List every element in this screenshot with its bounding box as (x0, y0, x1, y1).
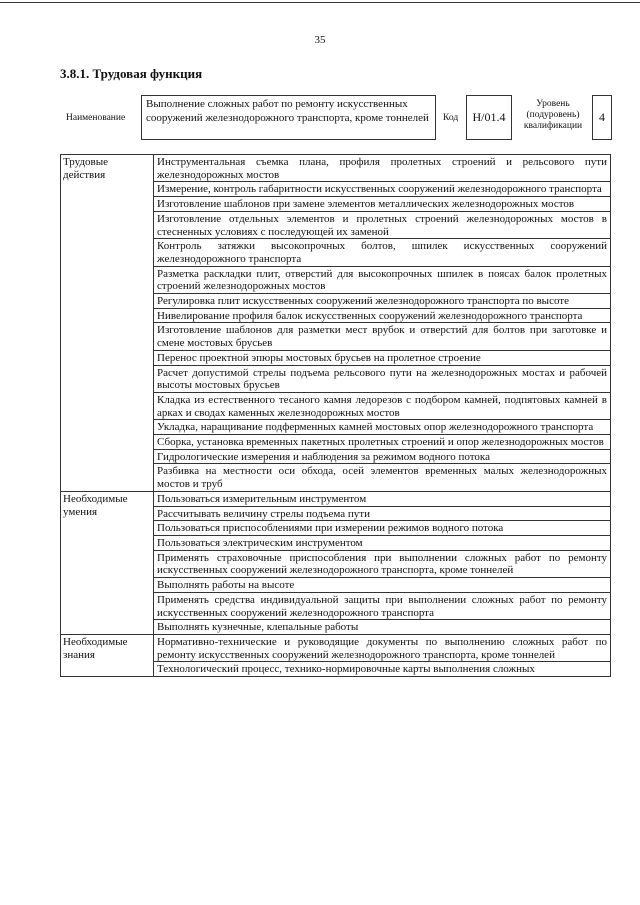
labor-actions-item: Контроль затяжки высокопрочных болтов, шпилек искусственных сооружений железнодорожного транспорта (154, 239, 611, 266)
required-skills-item: Выполнять кузнечные, клепальные работы (154, 620, 611, 635)
labor-actions-item: Нивелирование профиля балок искусственных сооружений железнодорожного транспорта (154, 308, 611, 323)
section-title: 3.8.1. Трудовая функция (60, 66, 203, 81)
required-skills-item: Применять страховочные приспособления при выполнении сложных работ по ремонту искусственных сооружений железнодорожного транспорта, кроме тоннелей (154, 550, 611, 577)
section-label-labor-actions: Трудовые действия (61, 155, 154, 492)
required-skills-item: Рассчитывать величину стрелы подъема пути (154, 506, 611, 521)
table-row (61, 491, 611, 506)
labor-actions-item: Гидрологические измерения и наблюдения за режимом водного потока (154, 449, 611, 464)
labor-actions-item: Перенос проектной эпюры мостовых брусьев на пролетное строение (154, 350, 611, 365)
required-knowledge-item: Технологический процесс, технико-нормировочные карты выполнения сложных (154, 662, 611, 677)
code-label: Код (443, 113, 459, 123)
labor-actions-item: Разметка раскладки плит, отверстий для высокопрочных шпилек в поясах балок пролетных строений железнодорожных мостов (154, 266, 611, 293)
required-skills-item: Выполнять работы на высоте (154, 578, 611, 593)
required-skills-item: Пользоваться электрическим инструментом (154, 535, 611, 550)
labor-actions-item: Изготовление шаблонов при замене элементов металлических железнодорожных мостов (154, 197, 611, 212)
table-row (61, 155, 611, 182)
required-skills-item: Применять средства индивидуальной защиты при выполнении сложных работ по ремонту искусственных сооружений железнодорожного транспорта (154, 592, 611, 619)
labor-actions-item: Расчет допустимой стрелы подъема рельсового пути на железнодорожных мостах и рабочей высоты мостовых брусьев (154, 365, 611, 392)
labor-actions-item: Изготовление отдельных элементов и пролетных строений железнодорожных мостов в стесненных условиях с последующей их заменой (154, 211, 611, 238)
required-skills-item: Пользоваться приспособлениями при измерении режимов водного потока (154, 521, 611, 536)
qualification-level-value: 4 (592, 95, 612, 140)
required-knowledge-item: Нормативно-технические и руководящие документы по выполнению сложных работ по ремонту искусственных сооружений железнодорожного транспорта, кроме тоннелей (154, 634, 611, 661)
function-table (60, 154, 611, 677)
required-skills-item: Пользоваться измерительным инструментом (154, 491, 611, 506)
labor-actions-item: Измерение, контроль габаритности искусственных сооружений железнодорожного транспорта (154, 182, 611, 197)
qualification-level-label: Уровень (подуровень) квалификации (523, 99, 583, 131)
top-border-line (0, 2, 640, 3)
section-label-required-knowledge: Необходимые знания (61, 634, 154, 676)
labor-actions-item: Регулировка плит искусственных сооружений железнодорожного транспорта по высоте (154, 294, 611, 309)
section-label-required-skills: Необходимые умения (61, 491, 154, 634)
function-table-body (61, 155, 611, 677)
code-value: H/01.4 (466, 95, 512, 140)
labor-actions-item: Разбивка на местности оси обхода, осей элементов временных малых железнодорожных мостов и труб (154, 464, 611, 491)
table-row (61, 634, 611, 661)
name-value: Выполнение сложных работ по ремонту искусственных сооружений железнодорожного транспорта, кроме тоннелей (141, 95, 436, 140)
labor-actions-item: Укладка, наращивание подферменных камней мостовых опор железнодорожного транспорта (154, 420, 611, 435)
labor-actions-item: Инструментальная съемка плана, профиля пролетных строений и рельсового пути железнодорожных мостов (154, 155, 611, 182)
name-label: Наименование (66, 113, 126, 123)
page-number: 35 (314, 34, 326, 46)
labor-actions-item: Сборка, установка временных пакетных пролетных строений и опор железнодорожных мостов (154, 435, 611, 450)
labor-actions-item: Изготовление шаблонов для разметки мест врубок и отверстий для болтов при заготовке и смене мостовых брусьев (154, 323, 611, 350)
labor-actions-item: Кладка из естественного тесаного камня ледорезов с подбором камней, подпятовых камней в арках и сводах каменных железнодорожных мостов (154, 392, 611, 419)
